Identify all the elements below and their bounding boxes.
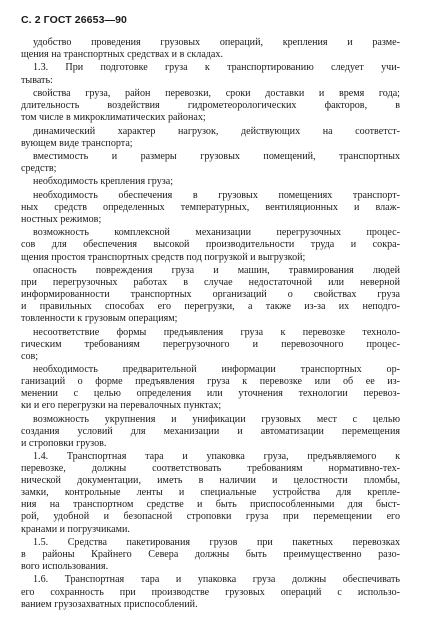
text-line: гическим требованиям перегрузочного и перевозочного процес- xyxy=(21,338,400,350)
text-line: ния на транспортном средстве и быть приспособленными для быст- xyxy=(21,499,400,511)
text-line: свойства груза, район перевозки, сроки доставки и время года; xyxy=(33,87,400,99)
text-line: перевозке, должны соответствовать требованиям нормативно-тех- xyxy=(21,463,400,475)
text-line: щения на транспортных средствах и в складах. xyxy=(21,49,223,61)
paragraph xyxy=(21,190,400,226)
text-line: вместимость и размеры грузовых помещений, транспортных xyxy=(33,150,400,162)
text-line: 1.5. Средства пакетирования грузов при пакетных перевозках xyxy=(33,536,400,548)
paragraph xyxy=(21,151,400,175)
paragraph xyxy=(21,327,400,363)
text-line: информированности транспортных организаций о свойствах груза xyxy=(21,289,400,301)
text-line: средств; xyxy=(21,163,57,175)
text-line: кранами и погрузчиками. xyxy=(21,523,130,535)
text-line: том числе в микроклиматических районах; xyxy=(21,112,206,124)
text-line: и правильных способах его перегрузки, а также из-за их неподго- xyxy=(21,301,400,313)
text-line: необходимость обеспечения в грузовых помещениях транспорт- xyxy=(33,189,400,201)
page-header: С. 2 ГОСТ 26653—90 xyxy=(21,14,127,26)
text-line: нической документации, иметь в наличии и целостности пломбы, xyxy=(21,475,400,487)
text-line: ванием грузозахватных приспособлений. xyxy=(21,598,198,610)
paragraph xyxy=(21,62,400,86)
text-line: рой, удобной и безопасной строповки груза при перемещении его xyxy=(21,511,400,523)
text-line: динамический характер нагрузок, действующих на соответст- xyxy=(33,125,400,137)
text-line: несоответствие формы предъявления груза к перевозке техноло- xyxy=(33,326,400,338)
text-line: менении с целью определения или уточнения технологии перевоз- xyxy=(21,388,400,400)
text-line: щения простоя транспортных средств под погрузкой и выгрузкой; xyxy=(21,251,306,263)
text-line: ки и его перегрузки на перевалочных пунктах; xyxy=(21,400,222,412)
text-line: его сохранность при производстве грузовых операций с использо- xyxy=(21,586,400,598)
paragraph xyxy=(21,364,400,412)
text-line: необходимость предварительной информации транспортных ор- xyxy=(33,364,400,376)
document-body xyxy=(21,37,400,611)
text-line: удобство проведения грузовых операций, крепления и разме- xyxy=(33,37,400,48)
paragraph xyxy=(21,414,400,450)
paragraph xyxy=(21,37,400,61)
paragraph xyxy=(21,265,400,325)
text-line: сов; xyxy=(21,350,39,362)
text-line: длительность воздействия гидрометеорологических факторов, в xyxy=(21,100,400,112)
text-line: необходимость крепления груза; xyxy=(33,176,174,188)
text-line: замки, контрольные ленты и специальные устройства для крепле- xyxy=(21,487,400,499)
text-line: вующем виде транспорта; xyxy=(21,137,133,149)
paragraph xyxy=(21,227,400,263)
text-line: товленности к грузовым операциям; xyxy=(21,313,178,325)
paragraph xyxy=(21,537,400,573)
paragraph xyxy=(21,451,400,535)
text-line: в районы Крайнего Севера должны быть преимущественно разо- xyxy=(21,549,400,560)
text-line: опасность повреждения груза и машин, травмирования людей xyxy=(33,264,400,276)
text-line: сов для обеспечения высокой производительности труда и сокра- xyxy=(21,239,400,251)
text-line: вого использования. xyxy=(21,561,109,573)
text-line: и строповки грузов. xyxy=(21,437,107,449)
paragraph xyxy=(21,574,400,610)
text-line: тывать: xyxy=(21,74,53,86)
paragraph xyxy=(21,126,400,150)
text-line: 1.3. При подготовке груза к транспортированию следует учи- xyxy=(33,62,400,74)
text-line: возможность комплексной механизации перегрузочных процес- xyxy=(33,227,400,239)
text-line: ганизаций о форме предъявления груза к перевозке или об ее из- xyxy=(21,376,400,388)
text-line: ных средств определенных температурных, вентиляционных и влаж- xyxy=(21,201,400,213)
text-line: ностных режимов; xyxy=(21,214,102,225)
text-line: 1.6. Транспортная тара и упаковка груза должны обеспечивать xyxy=(33,574,400,586)
text-line: возможность укрупнения и унификации грузовых мест с целью xyxy=(33,413,400,425)
text-line: создания условий для механизации и автоматизации перемещения xyxy=(21,425,400,437)
text-line: при перегрузочных работах в случае недостаточной или неверной xyxy=(21,277,400,289)
paragraph xyxy=(21,176,400,188)
text-line: 1.4. Транспортная тара и упаковка груза, предъявляемого к xyxy=(33,451,400,463)
paragraph xyxy=(21,88,400,124)
